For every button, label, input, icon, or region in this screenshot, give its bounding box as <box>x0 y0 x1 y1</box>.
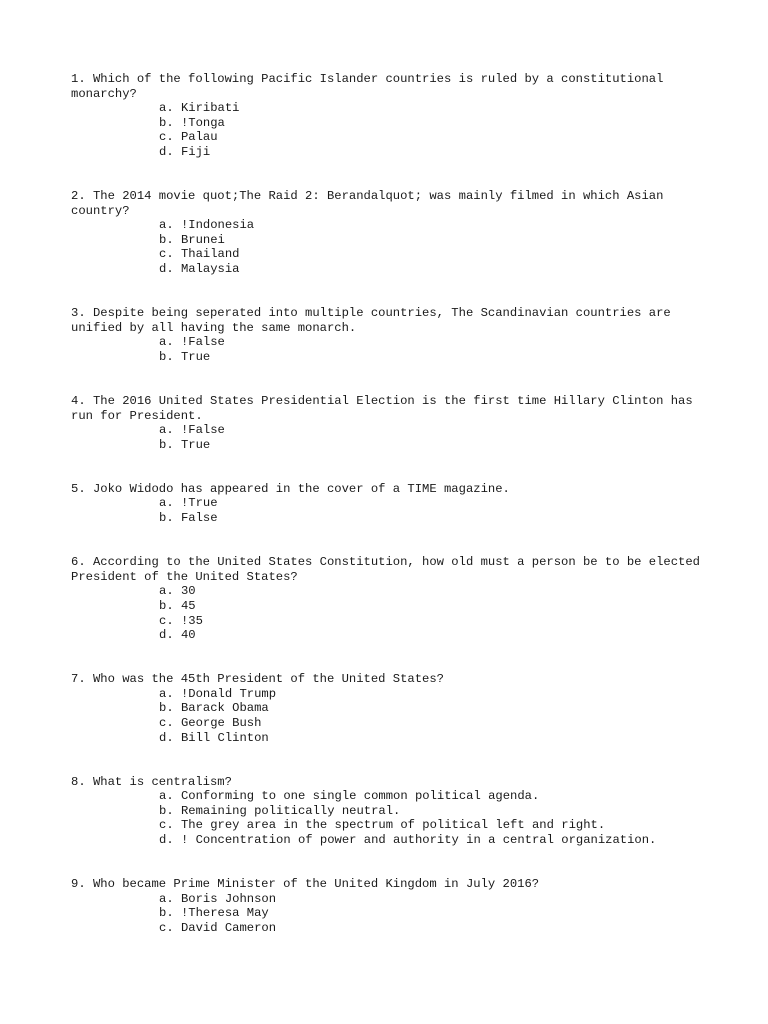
option-a: a. Conforming to one single common political agenda. <box>159 789 540 804</box>
option-c: c. Thailand <box>159 247 240 262</box>
option-d: d. Bill Clinton <box>159 730 269 745</box>
option-a: a. 30 <box>159 584 196 599</box>
option-b: b. Barack Obama <box>159 701 269 716</box>
option-c: c. David Cameron <box>159 920 277 935</box>
option-d: d. Malaysia <box>159 262 240 277</box>
option-b: b. False <box>159 511 218 526</box>
option-a: a. Boris Johnson <box>159 891 277 906</box>
question-4 <box>71 394 701 452</box>
option-list <box>71 423 701 452</box>
option-a: a. Kiribati <box>159 101 240 116</box>
option-b: b. !Theresa May <box>159 906 269 921</box>
option-list <box>71 101 701 159</box>
option-d: d. Fiji <box>159 144 211 159</box>
option-c: c. The grey area in the spectrum of political left and right. <box>159 818 606 833</box>
question-9 <box>71 877 701 935</box>
question-3 <box>71 306 701 364</box>
question-text: 8. What is centralism? <box>71 774 232 789</box>
quiz-document <box>71 72 708 965</box>
option-list <box>71 687 701 745</box>
question-6 <box>71 555 708 643</box>
question-2 <box>71 189 701 277</box>
question-text: 6. According to the United States Constitution, how old must a person be to be elected President of the United States? <box>71 555 708 584</box>
option-d: d. 40 <box>159 628 196 643</box>
question-8 <box>71 775 701 848</box>
question-7 <box>71 672 701 745</box>
question-text: 1. Which of the following Pacific Islander countries is ruled by a constitutional monarchy? <box>71 72 671 101</box>
option-b: b. 45 <box>159 598 196 613</box>
question-text: 3. Despite being seperated into multiple countries, The Scandinavian countries are unified by all having the same monarch. <box>71 306 679 335</box>
question-1 <box>71 72 701 160</box>
question-text: 7. Who was the 45th President of the United States? <box>71 672 444 687</box>
option-a: a. !True <box>159 496 218 511</box>
question-text: 5. Joko Widodo has appeared in the cover of a TIME magazine. <box>71 481 510 496</box>
option-list <box>71 335 701 364</box>
question-text: 9. Who became Prime Minister of the United Kingdom in July 2016? <box>71 877 540 892</box>
option-b: b. Remaining politically neutral. <box>159 803 401 818</box>
option-list <box>71 584 701 642</box>
option-list <box>71 218 701 276</box>
question-text: 4. The 2016 United States Presidential Election is the first time Hillary Clinton has run for President. <box>71 394 700 423</box>
option-b: b. Brunei <box>159 232 225 247</box>
option-b: b. True <box>159 349 211 364</box>
option-a: a. !Donald Trump <box>159 686 277 701</box>
option-a: a. !False <box>159 423 225 438</box>
question-text: 2. The 2014 movie quot;The Raid 2: Berandalquot; was mainly filmed in which Asian country? <box>71 189 671 218</box>
option-c: c. !35 <box>159 613 203 628</box>
question-5 <box>71 482 701 526</box>
option-list <box>71 496 701 525</box>
option-list <box>71 892 701 936</box>
option-c: c. George Bush <box>159 716 262 730</box>
option-b: b. True <box>159 437 211 452</box>
option-c: c. Palau <box>159 130 218 145</box>
option-list <box>71 789 701 847</box>
option-a: a. !False <box>159 335 225 350</box>
option-d: d. ! Concentration of power and authority in a central organization. <box>159 833 657 848</box>
option-b: b. !Tonga <box>159 115 225 130</box>
option-a: a. !Indonesia <box>159 218 255 233</box>
